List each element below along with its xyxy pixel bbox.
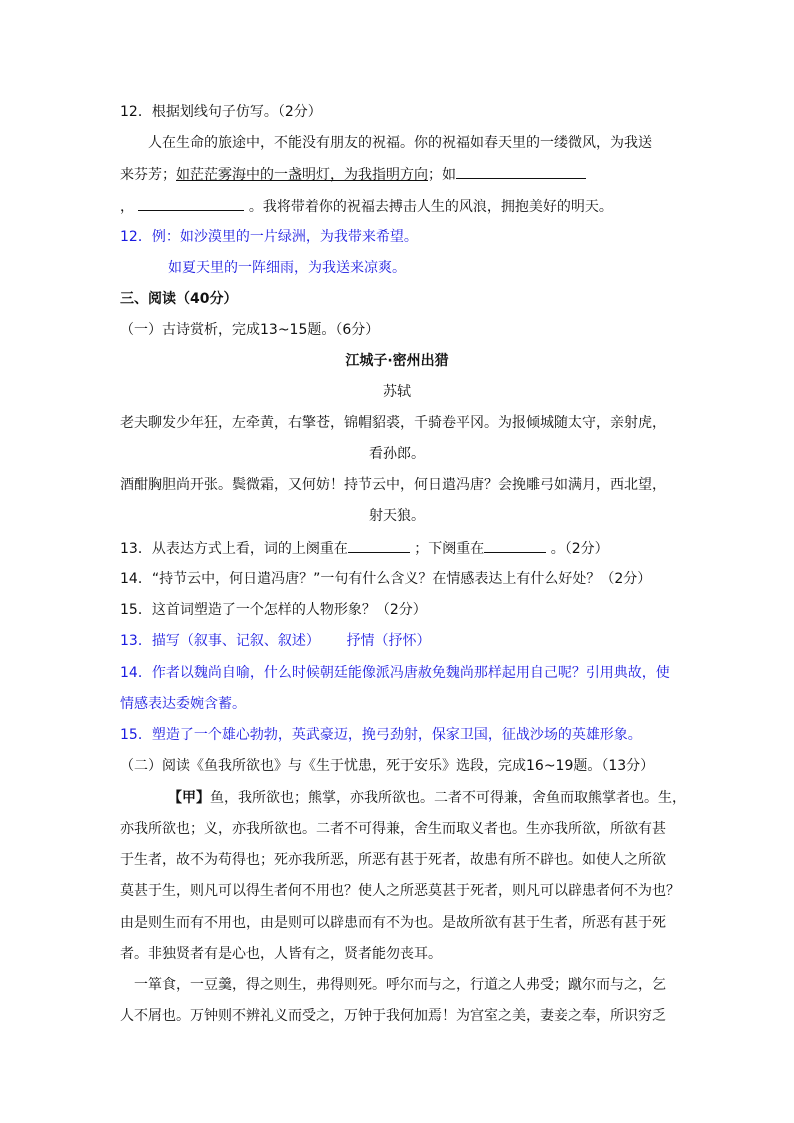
q12-text: ，: [120, 199, 134, 215]
jia-line-4: 莫甚于生，则凡可以得生者何不用也？使人之所恶莫甚于死者，则凡可以辟患者何不为也？: [120, 883, 680, 899]
jia-line-5: 由是则生而有不用也，由是则可以辟患而有不为也。是故所欲有甚于生者，所恶有甚于死: [120, 915, 666, 931]
q12-underlined-sentence: 如茫茫雾海中的一盏明灯，为我指明方向: [176, 167, 428, 183]
answer-blank: [484, 538, 546, 553]
q14-answer-line2: 情感表达委婉含蓄。: [120, 696, 246, 712]
jia-text: 鱼，我所欲也；熊掌，亦我所欲也。二者不可得兼，舍鱼而取熊掌者也。生，: [210, 790, 686, 806]
q13-text: 。（2分）: [550, 541, 609, 557]
poem-line-2-end: 射天狼。: [369, 508, 425, 524]
q13-text: ；下阕重在: [414, 541, 485, 557]
poem-line-1: 老夫聊发少年狂，左牵黄，右擎苍，锦帽貂裘，千骑卷平冈。为报倾城随太守，亲射虎，: [120, 415, 666, 431]
poem-title: 江城子·密州出猎: [345, 353, 449, 369]
jia-line-3: 于生者，故不为苟得也；死亦我所恶，所恶有甚于死者，故患有所不辟也。如使人之所欲: [120, 852, 666, 868]
q14-question: 14．“持节云中，何日遣冯唐？”一句有什么含义？在情感表达上有什么好处？（2分）: [120, 571, 652, 587]
answer-blank: [138, 196, 244, 211]
jia-line-2: 亦我所欲也；义，亦我所欲也。二者不可得兼，舍生而取义者也。生亦我所欲，所欲有甚: [120, 821, 666, 837]
answer-blank: [456, 164, 586, 179]
section-3-heading: 三、阅读（40分）: [120, 291, 238, 307]
q12-text: 来芬芳；: [120, 167, 176, 183]
jia-line-8: 人不屑也。万钟则不辨礼义而受之，万钟于我何加焉！为宫室之美，妻妾之奉，所识穷乏: [120, 1008, 666, 1024]
poem-author: 苏轼: [383, 384, 411, 400]
part2-header: （二）阅读《鱼我所欲也》与《生于忧患，死于安乐》选段，完成16~19题。（13分）: [120, 758, 655, 774]
jia-label: 【甲】: [168, 790, 210, 806]
poem-line-1-end: 看孙郎。: [369, 446, 425, 462]
q12-paragraph-line1: 人在生命的旅途中，不能没有朋友的祝福。你的祝福如春天里的一缕微风，为我送: [148, 135, 652, 151]
q12-header: 12．根据划线句子仿写。（2分）: [120, 104, 322, 120]
q12-paragraph-line3: [120, 196, 680, 217]
q12-text: ；如: [428, 167, 456, 183]
q13-question: [120, 538, 680, 559]
q12-paragraph-line2: [120, 164, 680, 185]
jia-line-7: 一箪食，一豆羹，得之则生，弗得则死。呼尔而与之，行道之人弗受；蹴尔而与之，乞: [134, 977, 666, 993]
answer-blank: [348, 538, 410, 553]
poem-line-2: 酒酣胸胆尚开张。鬓微霜，又何妨！持节云中，何日遣冯唐？会挽雕弓如满月，西北望，: [120, 477, 666, 493]
q12-answer-line2: 如夏天里的一阵细雨，为我送来凉爽。: [168, 260, 406, 276]
jia-line-1: [168, 788, 728, 808]
q15-answer: 15．塑造了一个雄心勃勃，英武豪迈，挽弓劲射，保家卫国，征战沙场的英雄形象。: [120, 727, 642, 743]
q15-question: 15．这首词塑造了一个怎样的人物形象？（2分）: [120, 602, 427, 618]
q13-answer: 13．描写（叙事、记叙、叙述） 抒情（抒怀）: [120, 633, 431, 649]
q12-text: 。我将带着你的祝福去搏击人生的风浪，拥抱美好的明天。: [248, 199, 613, 215]
q12-answer-line1: 12．例：如沙漠里的一片绿洲，为我带来希望。: [120, 229, 418, 245]
q14-answer-line1: 14．作者以魏尚自喻，什么时候朝廷能像派冯唐赦免魏尚那样起用自己呢？引用典故，使: [120, 665, 670, 681]
part1-header: （一）古诗赏析，完成13~15题。（6分）: [120, 322, 380, 338]
q13-text: 13．从表达方式上看，词的上阕重在: [120, 541, 348, 557]
jia-line-6: 者。非独贤者有是心也，人皆有之，贤者能勿丧耳。: [120, 946, 442, 962]
